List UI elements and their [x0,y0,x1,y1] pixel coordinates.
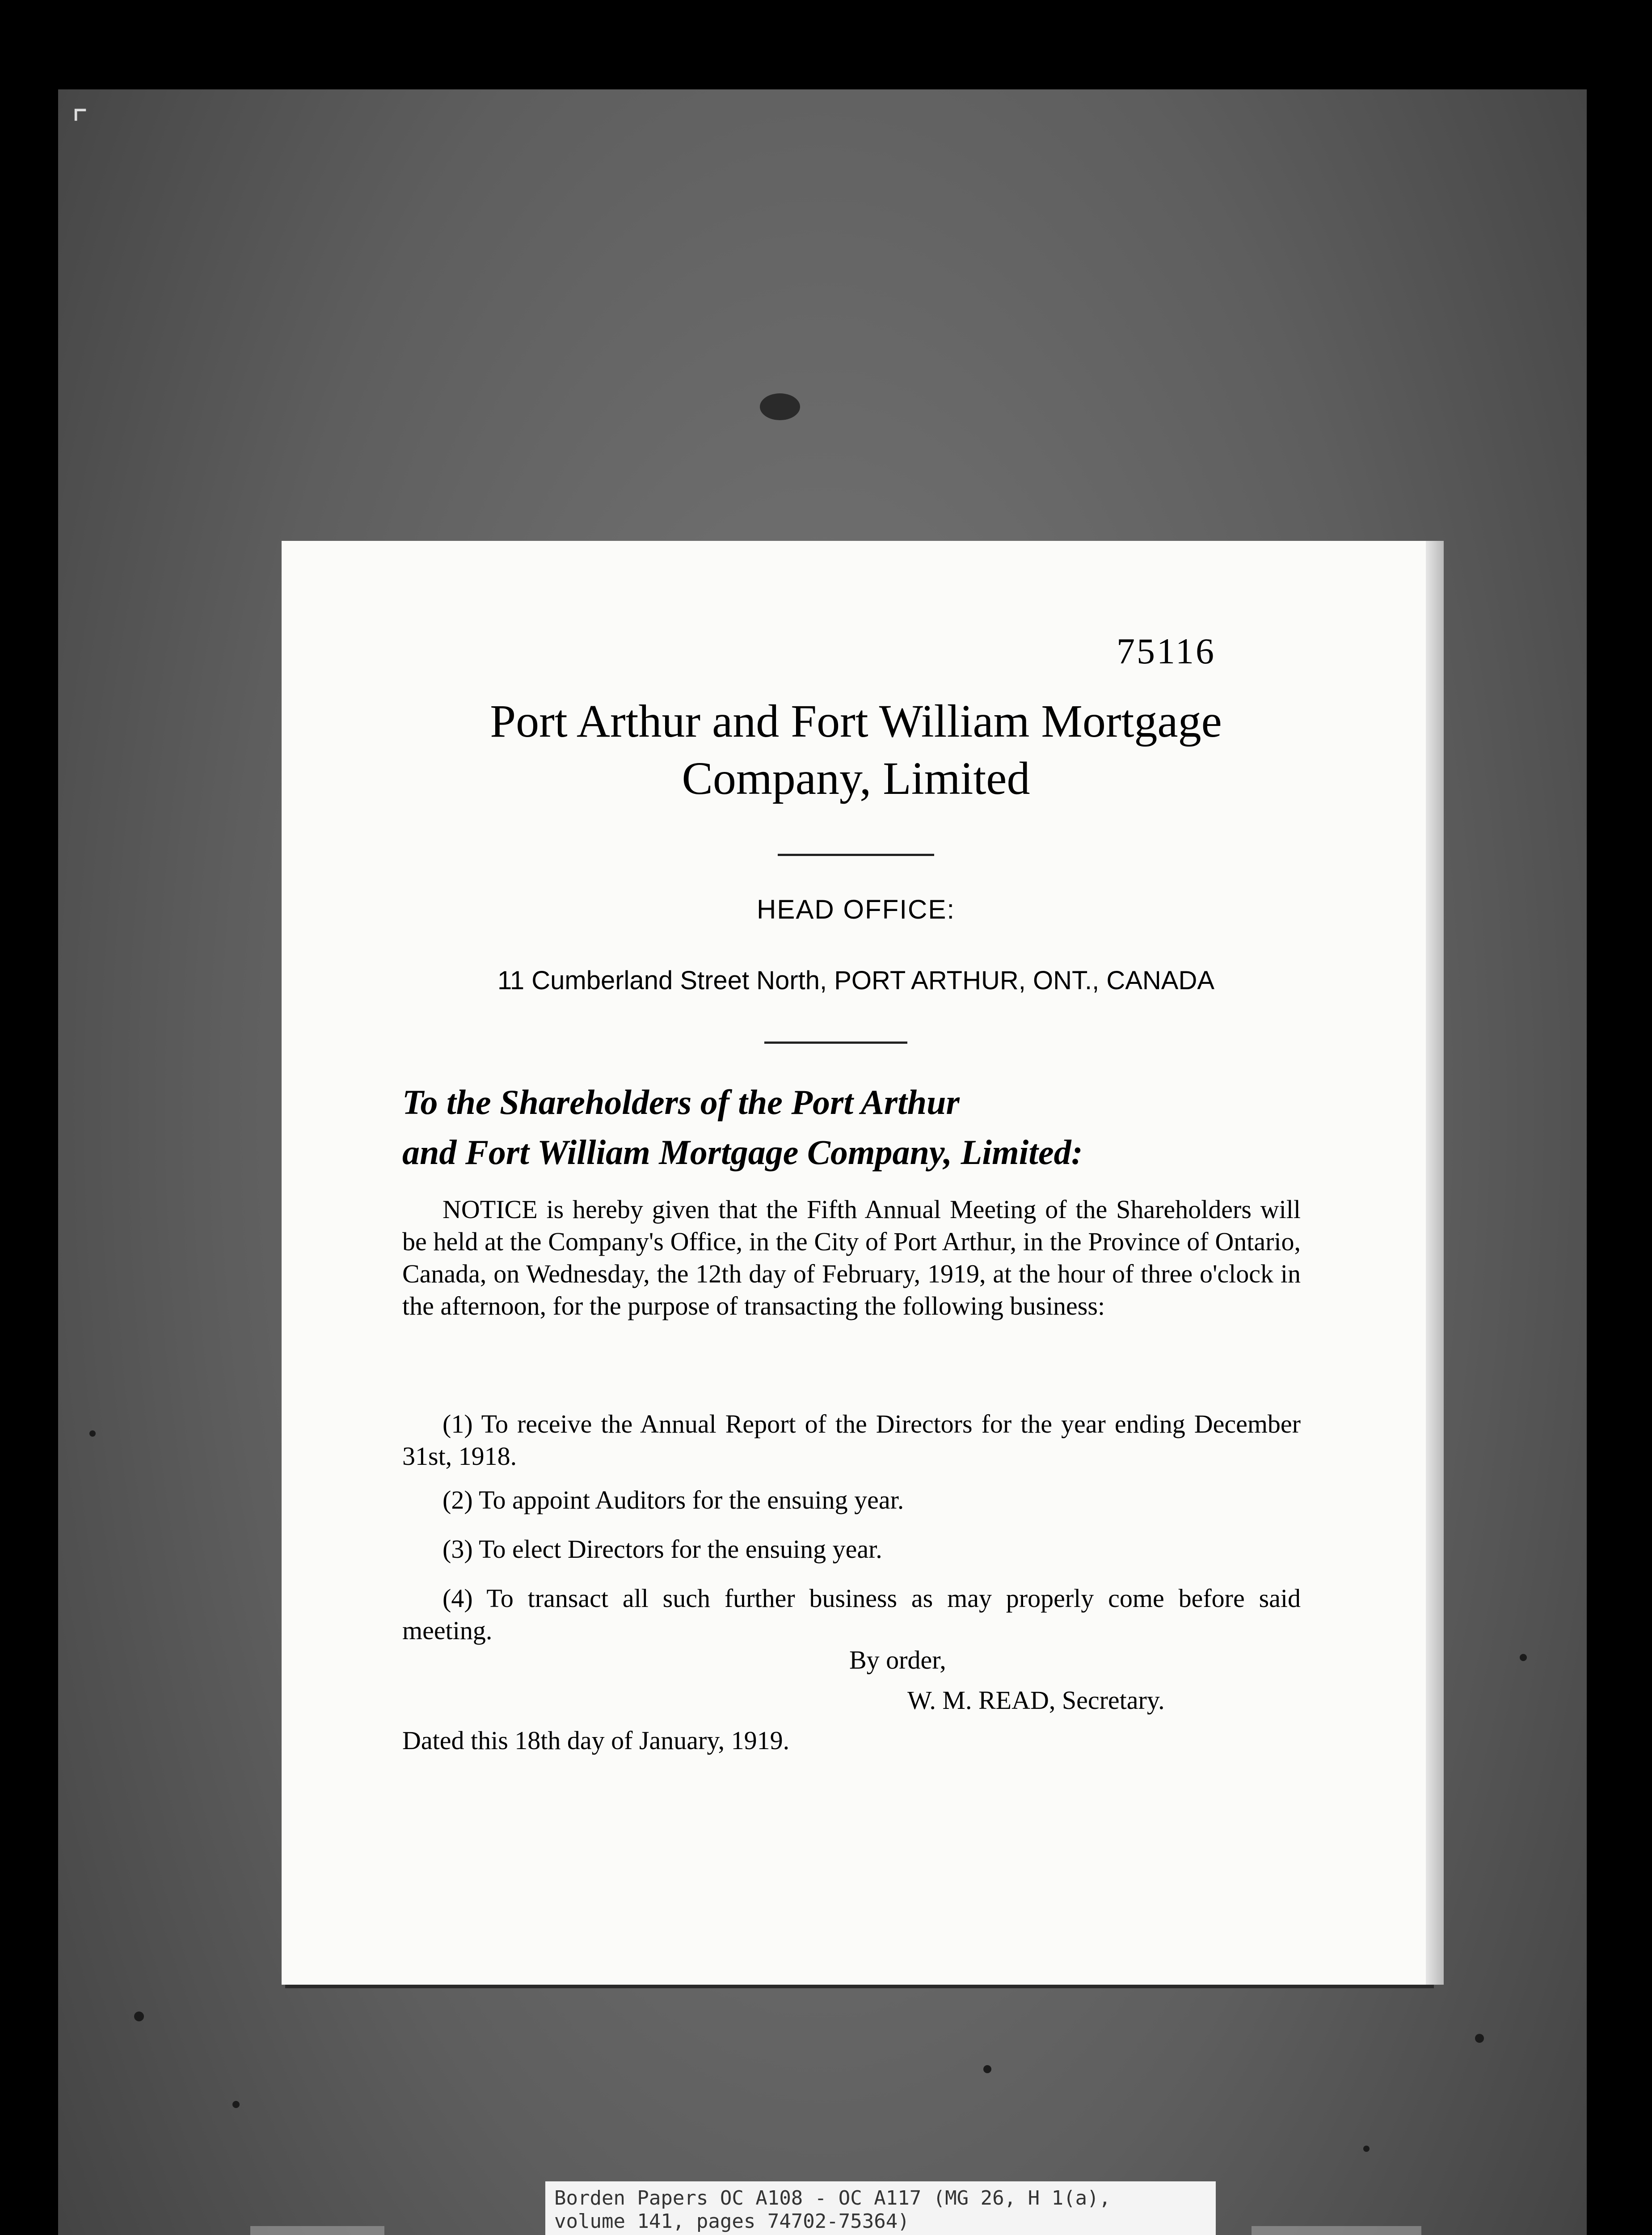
agenda-item [402,1408,1301,1472]
salutation-line-2: and Fort William Mortgage Company, Limited: [402,1133,1083,1172]
speckle [232,2101,240,2108]
salutation [402,1077,1083,1177]
notice-text: NOTICE is hereby given that the Fifth Annual Meeting of the Shareholders will be held at the Company's Office, in the City of Port Arthur, in the Province of Ontario, Canada, on Wednesday, the 12th day of February, 1919, at the hour of three o'clock in the afternoon, for the purpose of transacting the following business: [402,1195,1301,1320]
crop-mark-top-left: ⌜ [72,103,88,144]
by-order: By order, [849,1645,946,1674]
speckle [134,2012,144,2021]
agenda-item [402,1582,1301,1647]
speckle [89,1430,96,1437]
signature: W. M. READ, Secretary. [907,1686,1165,1715]
agenda-item-text: (1) To receive the Annual Report of the Directors for the year ending December 31st, 1918. [402,1409,1301,1471]
agenda-item [402,1484,1301,1516]
tape-strip [1252,2226,1421,2235]
agenda-item-text: (2) To appoint Auditors for the ensuing year. [442,1485,904,1514]
notice-sheet [282,541,1430,1985]
archive-reference-line-1: Borden Papers OC A108 - OC A117 (MG 26, H 1(a), [554,2187,1111,2210]
speckle [760,393,800,420]
tape-strip [250,2226,384,2235]
notice-paragraph [402,1193,1301,1322]
speckle [1520,1654,1527,1661]
head-office-address: 11 Cumberland Street North, PORT ARTHUR, ONT., CANADA [497,966,1215,995]
company-title [282,693,1430,807]
divider [764,1042,907,1044]
archive-reference-tag [545,2181,1216,2235]
date-line: Dated this 18th day of January, 1919. [402,1726,790,1755]
title-line-2: Company, Limited [682,753,1030,804]
agenda-item-text: (3) To elect Directors for the ensuing year. [442,1535,882,1564]
divider [778,854,934,856]
speckle [983,2065,991,2073]
title-line-1: Port Arthur and Fort William Mortgage [490,696,1222,747]
head-office-label: HEAD OFFICE: [756,894,956,924]
speckle [1363,2146,1370,2152]
archive-reference-line-2: volume 141, pages 74702-75364) [554,2210,910,2233]
agenda-item [402,1533,1301,1565]
agenda-item-text: (4) To transact all such further business as may properly come before said meeting. [402,1584,1301,1645]
speckle [1475,2034,1484,2043]
document-number: 75116 [1117,631,1216,671]
salutation-line-1: To the Shareholders of the Port Arthur [402,1083,960,1122]
